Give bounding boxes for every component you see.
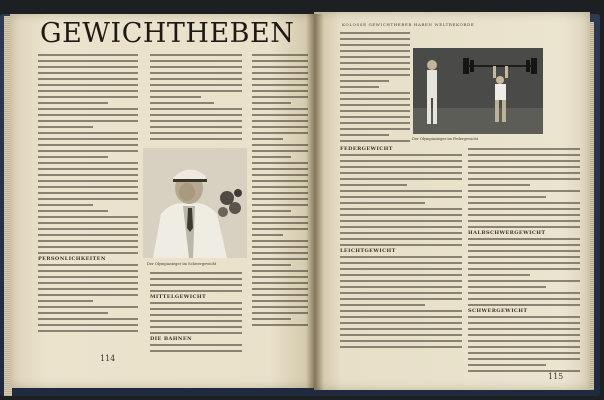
text-line: [38, 328, 138, 334]
left-column-1: [38, 52, 138, 334]
book-gutter: [306, 14, 324, 390]
weightlifter-portrait-photo: [143, 148, 247, 258]
page-title: GEWICHTHEBEN: [40, 18, 295, 49]
right-photo-caption: Der Olympiasieger im Federgewicht: [412, 137, 479, 141]
right-column-1: [340, 30, 410, 144]
section-heading: LEICHTGEWICHT: [340, 248, 396, 254]
left-photo-caption: Der Olympiasieger im Schwergewicht: [147, 262, 217, 266]
left-column-2-bottom: [150, 270, 242, 354]
section-heading: PERSÖNLICHKEITEN: [38, 256, 106, 262]
section-heading: SCHWERGEWICHT: [468, 308, 528, 314]
text-line: [150, 136, 242, 142]
section-heading: HALBSCHWERGEWICHT: [468, 230, 546, 236]
right-column-2: [340, 146, 462, 350]
text-line: [340, 344, 462, 350]
left-page-number: 114: [100, 354, 116, 363]
left-column-3: [252, 52, 308, 328]
running-head: KOLOSSE GEWICHTHEBER HABEN WELTREKORDE: [342, 22, 475, 27]
text-line: [340, 138, 410, 144]
section-heading: MITTELGEWICHT: [150, 294, 207, 300]
section-heading: FEDERGEWICHT: [340, 146, 393, 152]
text-line: [252, 322, 308, 328]
right-column-3: [468, 146, 580, 374]
left-column-2-top: [150, 52, 242, 142]
right-page-number: 115: [548, 372, 564, 381]
weightlifting-action-photo: [413, 48, 543, 134]
text-line: [150, 348, 242, 354]
section-heading: DIE BAHNEN: [150, 336, 193, 342]
